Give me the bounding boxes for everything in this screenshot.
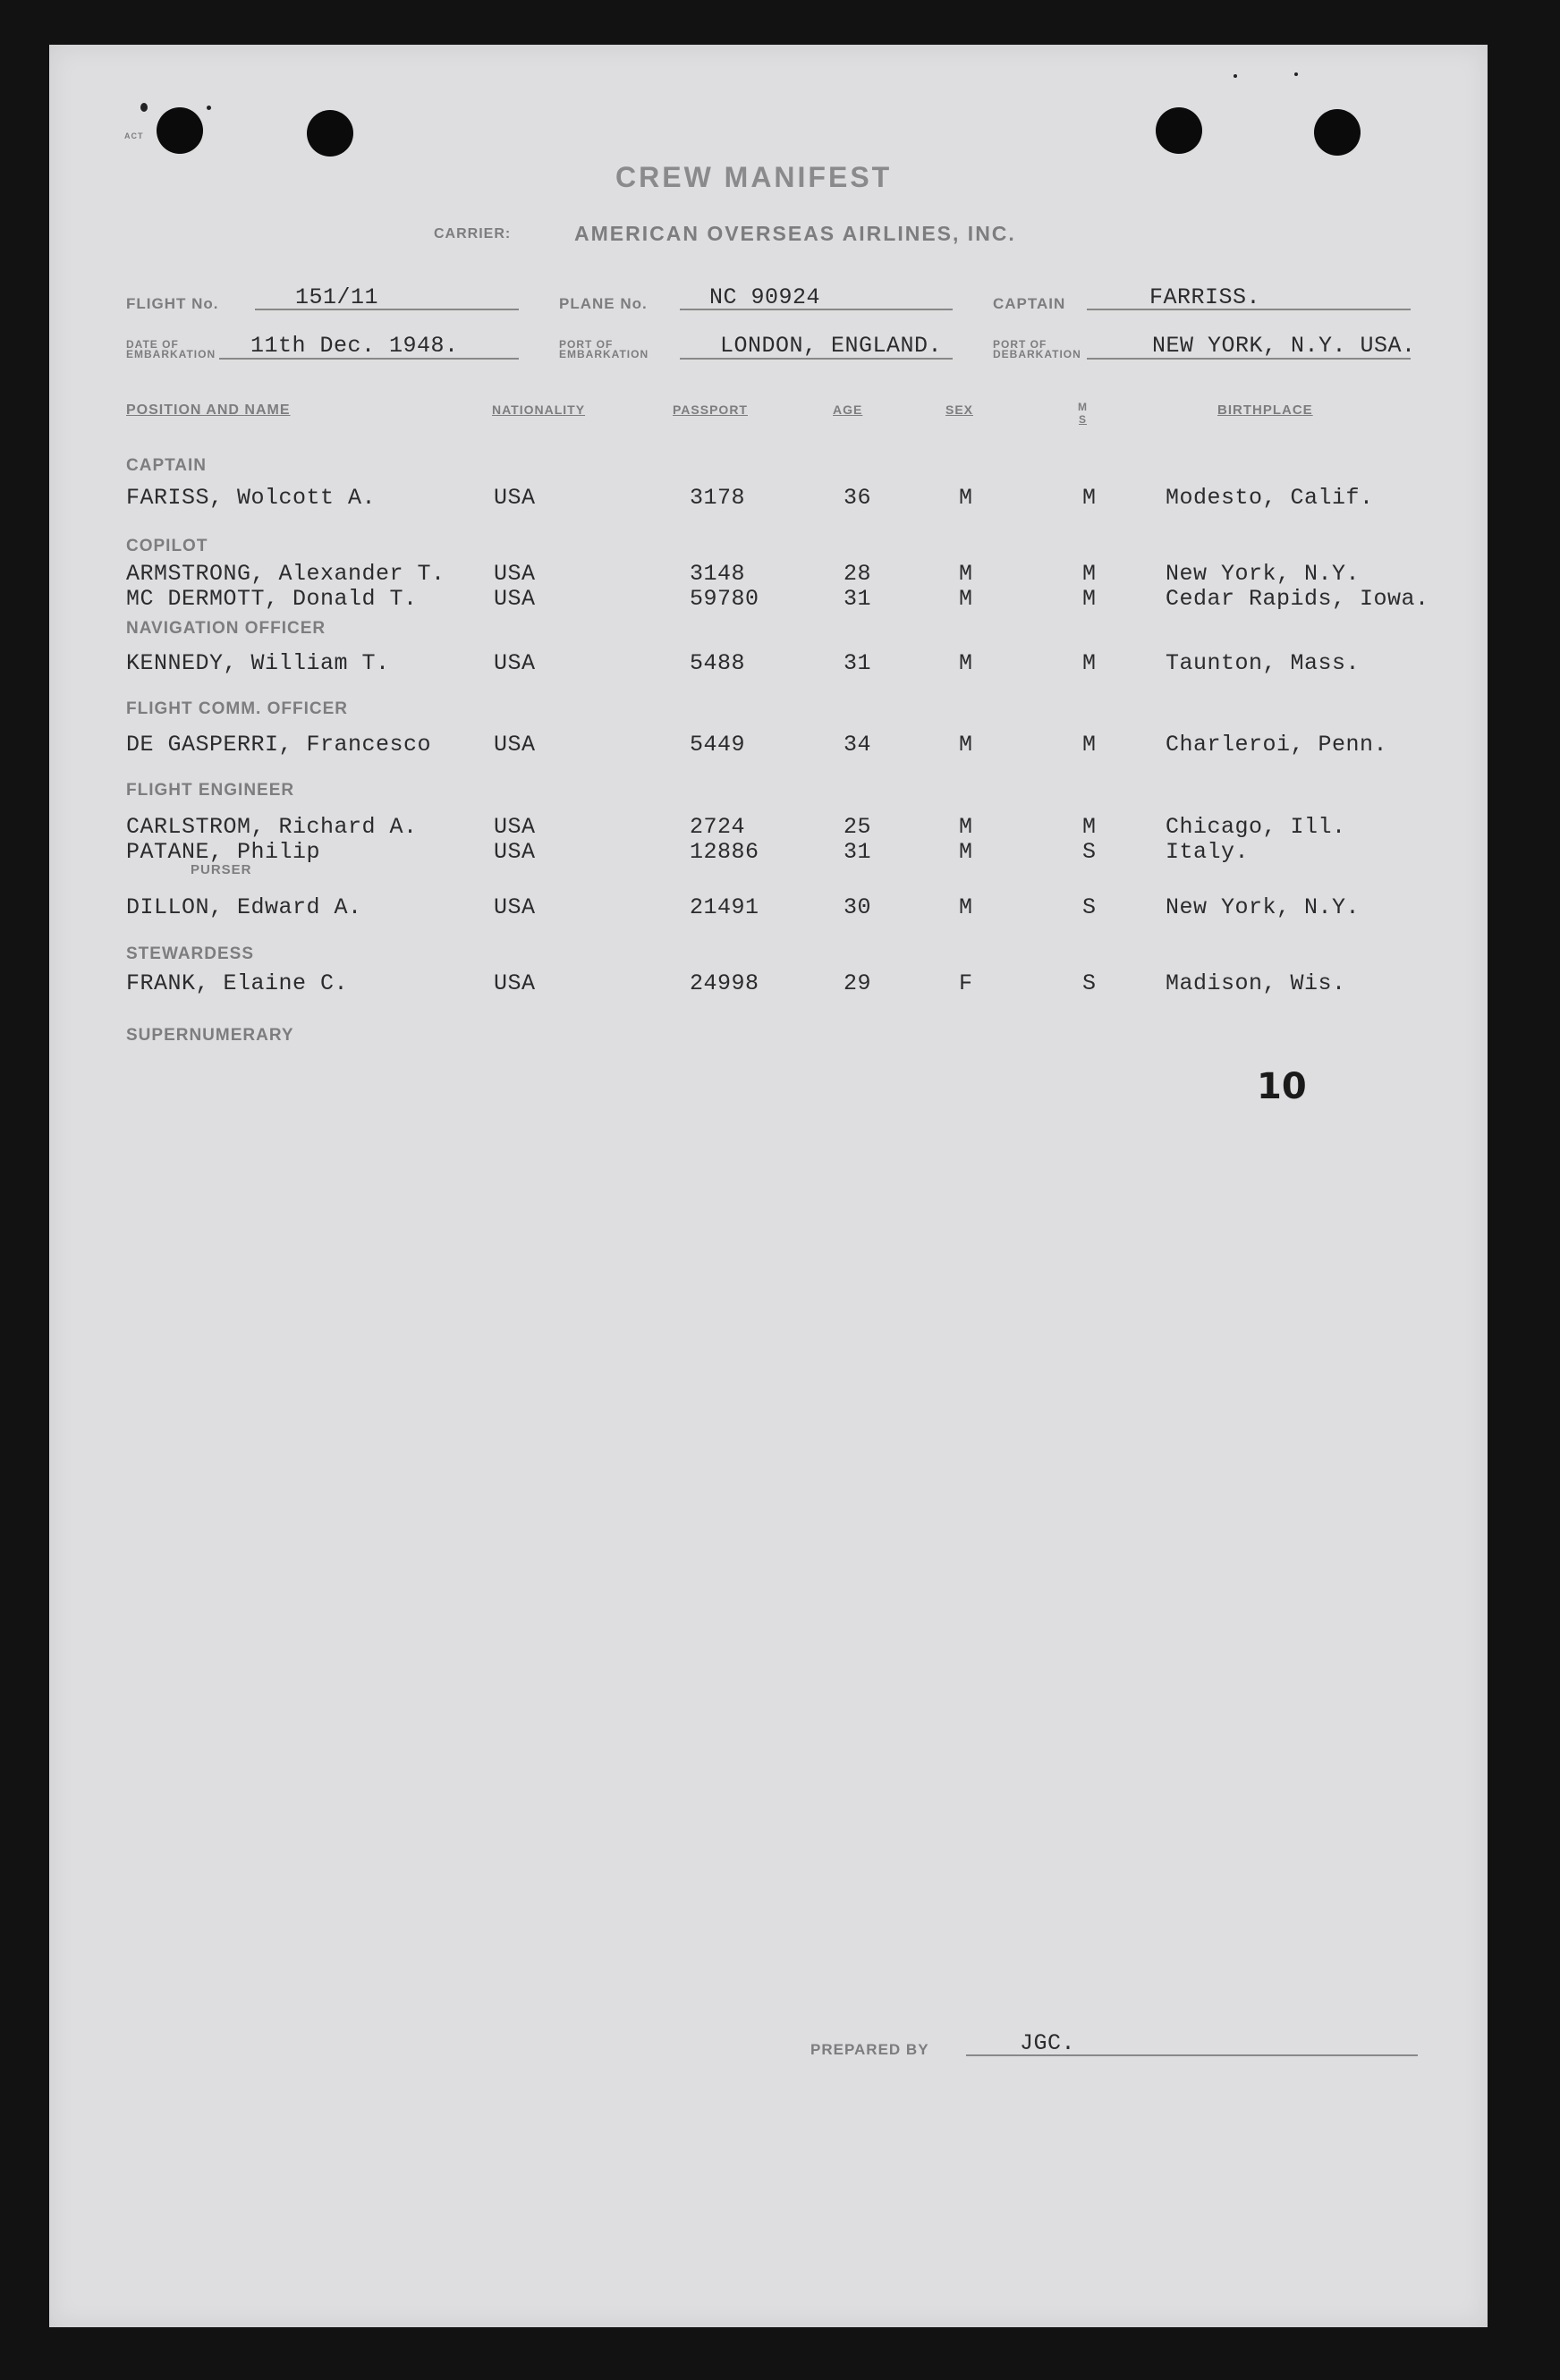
crew-sex: M <box>959 839 973 865</box>
punch-hole <box>307 110 353 157</box>
crew-age: 31 <box>844 586 872 612</box>
crew-sex: M <box>959 894 973 920</box>
punch-hole <box>1156 107 1202 154</box>
crew-passport: 59780 <box>690 586 759 612</box>
crew-birthplace: Chicago, Ill. <box>1166 814 1346 840</box>
crew-nationality: USA <box>494 970 536 996</box>
punch-hole <box>1314 109 1361 156</box>
date-label: DATE OF EMBARKATION <box>126 338 216 360</box>
crew-ms: S <box>1082 970 1097 996</box>
crew-age: 31 <box>844 650 872 676</box>
corner-mark: ACT <box>124 131 144 140</box>
col-nationality: NATIONALITY <box>492 402 586 417</box>
page-title: CREW MANIFEST <box>615 161 893 193</box>
crew-passport: 3178 <box>690 485 746 511</box>
position-supernumerary: SUPERNUMERARY <box>126 1026 294 1045</box>
crew-name: DE GASPERRI, Francesco <box>126 732 432 758</box>
position-engineer: FLIGHT ENGINEER <box>126 781 295 800</box>
crew-birthplace: Charleroi, Penn. <box>1166 732 1388 758</box>
col-passport: PASSPORT <box>673 402 748 417</box>
crew-birthplace: Cedar Rapids, Iowa. <box>1166 586 1429 612</box>
manifest-page <box>49 45 1488 2327</box>
crew-name: KENNEDY, William T. <box>126 650 390 676</box>
crew-ms: M <box>1082 732 1097 758</box>
col-birthplace: BIRTHPLACE <box>1217 402 1313 418</box>
crew-sex: F <box>959 970 973 996</box>
crew-birthplace: Modesto, Calif. <box>1166 485 1374 511</box>
port-embarkation-label: PORT OF EMBARKATION <box>559 338 649 360</box>
position-stewardess: STEWARDESS <box>126 944 255 963</box>
crew-sex: M <box>959 485 973 511</box>
crew-name: ARMSTRONG, Alexander T. <box>126 561 445 587</box>
col-name: POSITION AND NAME <box>126 402 291 418</box>
crew-name: FRANK, Elaine C. <box>126 970 349 996</box>
plane-no-label: PLANE No. <box>559 295 648 312</box>
crew-age: 34 <box>844 732 872 758</box>
position-captain: CAPTAIN <box>126 456 208 475</box>
crew-nationality: USA <box>494 586 536 612</box>
crew-ms: M <box>1082 561 1097 587</box>
crew-passport: 2724 <box>690 814 746 840</box>
position-navigation: NAVIGATION OFFICER <box>126 619 326 638</box>
position-copilot: COPILOT <box>126 537 208 555</box>
crew-name: CARLSTROM, Richard A. <box>126 814 418 840</box>
flight-no-value: 151/11 <box>295 284 379 310</box>
crew-sex: M <box>959 732 973 758</box>
plane-no-value: NC 90924 <box>709 284 821 310</box>
crew-sex: M <box>959 814 973 840</box>
crew-age: 30 <box>844 894 872 920</box>
crew-age: 29 <box>844 970 872 996</box>
crew-name: PATANE, Philip <box>126 839 321 865</box>
carrier-label: CARRIER: <box>434 226 512 241</box>
crew-birthplace: Italy. <box>1166 839 1250 865</box>
crew-age: 25 <box>844 814 872 840</box>
position-comm: FLIGHT COMM. OFFICER <box>126 699 348 718</box>
crew-passport: 12886 <box>690 839 759 865</box>
crew-nationality: USA <box>494 839 536 865</box>
crew-ms: M <box>1082 814 1097 840</box>
port-debarkation-label: PORT OF DEBARKATION <box>993 338 1081 360</box>
crew-nationality: USA <box>494 561 536 587</box>
crew-ms: S <box>1082 894 1097 920</box>
punch-hole <box>157 107 203 154</box>
crew-ms: M <box>1082 586 1097 612</box>
captain-value: FARRISS. <box>1149 284 1261 310</box>
col-age: AGE <box>833 402 863 417</box>
crew-passport: 3148 <box>690 561 746 587</box>
crew-nationality: USA <box>494 650 536 676</box>
col-ms: M S <box>1078 401 1088 426</box>
port-debarkation-value: NEW YORK, N.Y. USA. <box>1152 333 1416 359</box>
crew-age: 31 <box>844 839 872 865</box>
crew-sex: M <box>959 586 973 612</box>
crew-passport: 21491 <box>690 894 759 920</box>
crew-age: 36 <box>844 485 872 511</box>
crew-birthplace: Madison, Wis. <box>1166 970 1346 996</box>
crew-birthplace: Taunton, Mass. <box>1166 650 1361 676</box>
carrier-name: AMERICAN OVERSEAS AIRLINES, INC. <box>574 222 1016 245</box>
crew-birthplace: New York, N.Y. <box>1166 894 1361 920</box>
crew-nationality: USA <box>494 894 536 920</box>
prepared-by-label: PREPARED BY <box>810 2041 929 2058</box>
crew-passport: 24998 <box>690 970 759 996</box>
crew-birthplace: New York, N.Y. <box>1166 561 1361 587</box>
crew-nationality: USA <box>494 732 536 758</box>
crew-nationality: USA <box>494 814 536 840</box>
crew-sex: M <box>959 650 973 676</box>
col-sex: SEX <box>945 402 974 417</box>
crew-ms: M <box>1082 485 1097 511</box>
port-embarkation-value: LONDON, ENGLAND. <box>720 333 943 359</box>
crew-name: FARISS, Wolcott A. <box>126 485 377 511</box>
crew-age: 28 <box>844 561 872 587</box>
position-purser: PURSER <box>191 862 252 877</box>
crew-passport: 5449 <box>690 732 746 758</box>
crew-passport: 5488 <box>690 650 746 676</box>
page-number-stamp: 10 <box>1257 1066 1307 1107</box>
crew-ms: M <box>1082 650 1097 676</box>
crew-nationality: USA <box>494 485 536 511</box>
crew-sex: M <box>959 561 973 587</box>
crew-ms: S <box>1082 839 1097 865</box>
flight-no-label: FLIGHT No. <box>126 295 219 312</box>
captain-label: CAPTAIN <box>993 295 1066 312</box>
crew-name: DILLON, Edward A. <box>126 894 362 920</box>
embarkation-date: 11th Dec. 1948. <box>250 333 459 359</box>
crew-name: MC DERMOTT, Donald T. <box>126 586 418 612</box>
prepared-by-value: JGC. <box>1020 2030 1076 2056</box>
